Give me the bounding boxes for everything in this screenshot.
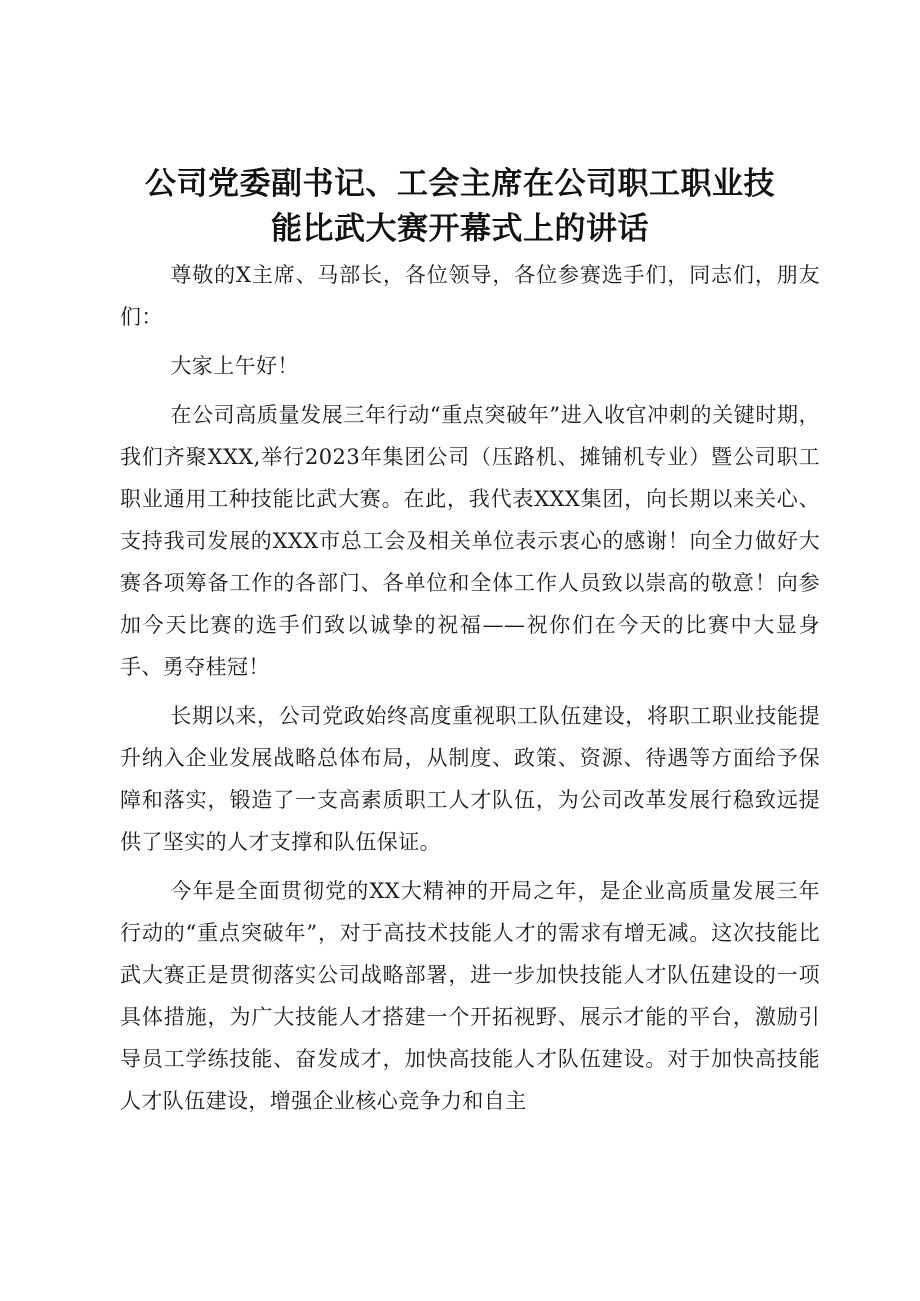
document-title-line-2: 能比武大赛开幕式上的讲话 (271, 211, 649, 247)
paragraph-opening: 在公司高质量发展三年行动“重点突破年”进入收官冲刺的关键时期，我们齐聚XXX,举行2023年集团公司（压路机、摊铺机专业）暨公司职工职业通用工种技能比武大赛。在此，我代表XXX集团，向长期以来关心、支持我司发展的XXX市总工会及相关单位表示衷心的感谢！向全力做好大赛各项筹备工作的各部门、各单位和全体工作人员致以崇高的敬意！向参加今天比赛的选手们致以诚挚的祝福——祝你们在今天的比赛中大显身手、勇夺桂冠！ (120, 403, 820, 679)
document-body (120, 254, 820, 1129)
paragraph-workforce: 长期以来，公司党政始终高度重视职工队伍建设，将职工职业技能提升纳入企业发展战略总体布局，从制度、政策、资源、待遇等方面给予保障和落实，锻造了一支高素质职工人才队伍，为公司改革发展行稳致远提供了坚实的人才支撑和队伍保证。 (120, 704, 820, 854)
paragraph-significance: 今年是全面贯彻党的XX大精神的开局之年，是企业高质量发展三年行动的“重点突破年”，对于高技术技能人才的需求有增无减。这次技能比武大赛正是贯彻落实公司战略部署，进一步加快技能人才队伍建设的一项具体措施，为广大技能人才搭建一个开拓视野、展示才能的平台，激励引导员工学练技能、奋发成才，加快高技能人才队伍建设。对于加快高技能人才队伍建设，增强企业核心竞争力和自主 (120, 879, 820, 1113)
paragraph-salutation: 尊敬的X主席、马部长，各位领导，各位参赛选手们，同志们，朋友们： (120, 263, 820, 329)
paragraph-greeting: 大家上午好！ (170, 354, 299, 378)
document-title-line-1: 公司党委副书记、工会主席在公司职工职业技 (145, 166, 775, 202)
